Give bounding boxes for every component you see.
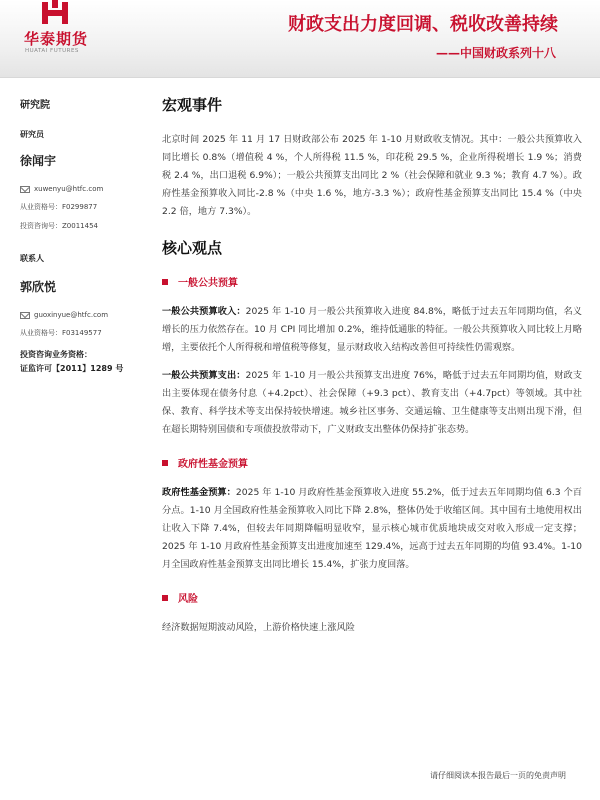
- role-label: 研究员: [20, 130, 44, 139]
- logo-text-en: HUATAI FUTURES: [25, 48, 79, 54]
- researcher-email[interactable]: xuwenyu@htfc.com: [34, 185, 104, 193]
- company-logo: [14, 0, 94, 60]
- researcher-email-row: [20, 185, 140, 193]
- subsection-government-fund: [162, 455, 582, 470]
- author-sidebar: [20, 92, 140, 376]
- para-body: 2025 年 1-10 月一般公共预算收入进度 84.8%，略低于过去五年同期均值，名义增长的压力依然存在。10 月 CPI 同比增加 0.2%，维持低通胀的特征。一般公共预算收入同比较上月略增，主要依托个人所得税和增值税等修复，显示财政收入结构改善但可持续性仍需观察。: [162, 306, 582, 353]
- mail-icon: [20, 312, 30, 319]
- square-bullet-icon: [162, 279, 168, 285]
- subsection-title: 政府性基金预算: [178, 459, 248, 470]
- logo-text-cn: 华泰期货: [24, 30, 89, 48]
- macro-events-text: 北京时间 2025 年 11 月 17 日财政部公布 2025 年 1-10 月财政收支情况。其中：一般公共预算收入同比增长 0.8%（增值税 4 %，个人所得税 11.5 %，印花税 29.5 %，企业所得税增长 1.9 %；消费税 2.4 %，出口退税 6.9%）；一般公共预算支出同比 2 %（社会保障和就业 9.3 %；教育 4.7 %）。政府性基金预算收入同比-2.8 %（中央 1.6 %，地方-3.3 %）；政府性基金预算支出同比 15.4 %（中央 2.2 倍，地方 7.3%）。: [162, 134, 582, 217]
- general-budget-expenditure-para: [162, 367, 582, 439]
- footer-disclaimer: 请仔细阅读本报告最后一页的免责声明: [430, 771, 566, 780]
- risk-text: 经济数据短期波动风险，上游价格快速上涨风险: [162, 622, 355, 633]
- section-title-core-views: 核心观点: [162, 239, 223, 257]
- square-bullet-icon: [162, 595, 168, 601]
- contact-label: 联系人: [20, 254, 44, 263]
- general-budget-revenue-para: [162, 303, 582, 357]
- subsection-title: 风险: [178, 594, 198, 605]
- contact-cert: 从业资格号：F03149577: [20, 329, 102, 337]
- report-subtitle: ——中国财政系列十八: [435, 46, 556, 60]
- report-title: 财政支出力度回调、税收改善持续: [288, 14, 558, 35]
- researcher-invest-cert: 投资咨询号：Z0011454: [20, 222, 98, 230]
- main-content: [162, 94, 582, 637]
- subsection-title: 一般公共预算: [178, 278, 238, 289]
- department-label: 研究院: [20, 100, 50, 111]
- government-fund-para: [162, 484, 582, 574]
- para-body: 2025 年 1-10 月政府性基金预算收入进度 55.2%，低于过去五年同期均值 6.3 个百分点。1-10 月全国政府性基金预算收入同比下降 2.8%，整体仍处于收缩区间。其中国有土地使用权出让收入下降 7.4%，但较去年同期降幅明显收窄，显示核心城市优质地块成交对收入形成一定支撑；2025 年 1-10 月政府性基金预算支出进度加速至 129.4%，远高于过去五年同期的均值 93.4%。1-10 月全国政府性基金预算支出同比增长 15.4%，扩张力度回落。: [162, 487, 582, 570]
- para-lead: 一般公共预算支出：: [162, 370, 246, 381]
- researcher-cert: 从业资格号：F0299877: [20, 203, 98, 211]
- para-lead: 政府性基金预算：: [162, 487, 236, 498]
- subsection-risk: [162, 590, 582, 605]
- report-header: [0, 0, 600, 78]
- researcher-name: 徐闻宇: [20, 154, 57, 168]
- section-title-macro-events: 宏观事件: [162, 96, 223, 114]
- subsection-general-budget: [162, 274, 582, 289]
- contact-email-row: [20, 311, 140, 319]
- para-body: 2025 年 1-10 月一般公共预算支出进度 76%，略低于过去五年同期均值，财政支出主要体现在债务付息（+4.2pct）、社会保障（+9.3 pct）、教育支出（+4.7pct）等领域。其中社保、教育、科学技术等支出保持较快增速。城乡社区事务、交通运输、卫生健康等支出则出现下滑，但在超长期特别国债和专项债投放带动下，广义财政支出整体仍保持扩张态势。: [162, 370, 583, 435]
- license-line-2: 证监许可【2011】1289 号: [20, 364, 124, 373]
- license-line-1: 投资咨询业务资格：: [20, 350, 92, 359]
- mail-icon: [20, 186, 30, 193]
- para-lead: 一般公共预算收入：: [162, 306, 246, 317]
- square-bullet-icon: [162, 460, 168, 466]
- contact-email[interactable]: guoxinyue@htfc.com: [34, 311, 109, 319]
- logo-mark-icon: [40, 0, 70, 26]
- contact-name: 郭欣悦: [20, 280, 57, 294]
- license-info: [20, 348, 140, 376]
